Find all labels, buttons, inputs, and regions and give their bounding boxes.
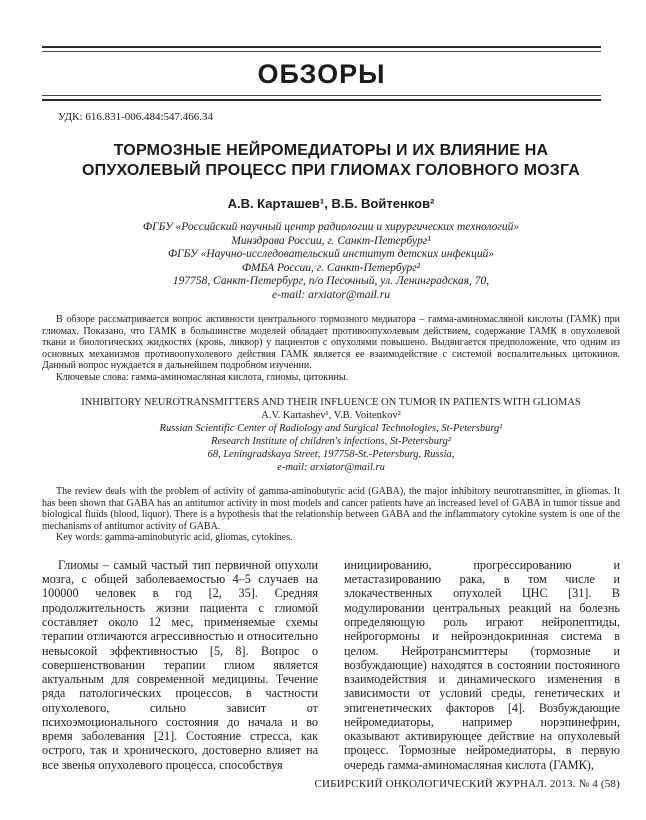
affiliation-ru [42,221,620,302]
double-rule-top [42,46,601,52]
journal-footer: СИБИРСКИЙ ОНКОЛОГИЧЕСКИЙ ЖУРНАЛ. 2013. № 4 (58) [314,777,620,790]
keywords-en: Key words: gamma-aminobutyric acid, gliomas, cytokines. [56,532,293,544]
double-rule-bottom [42,95,601,101]
affiliation-en-line: 68, Leningradskaya Street, 197758-St.-Petersburg, Russia, [207,449,455,461]
authors-ru: А.В. Карташев¹, В.Б. Войтенков² [227,195,435,211]
abstract-en: The review deals with the problem of activity of gamma-aminobutyric acid (GABA), the major inhibitory neurotransmitter, in gliomas. It has been shown that GABA has an antitumor activity in most models and cancer patients have an increased level of GABA in tumor tissue and biological fluids (blood, liquor). There is a hypothesis that the relationship between GABA and the inflammatory cytokine system is one of the mechanisms of antitumor activity of GABA. [42,486,620,532]
article-title-ru: ТОРМОЗНЫЕ НЕЙРОМЕДИАТОРЫ И ИХ ВЛИЯНИЕ НА ОПУХОЛЕВЫЙ ПРОЦЕСС ПРИ ГЛИОМАХ ГОЛОВНОГО МОЗГА [81,142,581,180]
affiliation-en-line: Research Institute of children's infections, St-Petersburg² [211,436,451,448]
abstract-ru: В обзоре рассматривается вопрос активности центрального тормозного медиатора – гамма-аминомасляной кислоты (ГАМК) при глиомах. Показано, что ГАМК в большинстве моделей обладает противоопухолевым действием, содержание ГАМК в опухолевой ткани и биологических жидкостях (кровь, ликвор) у пациентов с опухолями повышено. Выдвигается предположение, что одним из основных механизмов противоопухолевого действия ГАМК является ее взаимодействие с системой воспалительных цитокинов. Данный вопрос нуждается в дальнейшем подробном изучении. [42,314,620,372]
affiliation-ru-email: e-mail: arxiator@mail.ru [272,288,390,301]
body-columns [42,558,620,772]
affiliation-en-line: Russian Scientific Center of Radiology and Surgical Technologies, St-Petersburg¹ [159,423,503,435]
body-column-right: инициированию, прогрессированию и метастазированию рака, в том числе и злокачественных опухолей ЦНС [31]. В модулировании центральных реакций на болезнь определяющую роль играют нейропептиды, нейрогормоны и нейроэндокринная система в целом. Нейротрансмиттеры (тормозные и возбуждающие) находятся в состоянии постоянного взаимодействия и динамического изменения в зависимости от условий среды, генетических и эпигенетических факторов [4]. Возбуждающие нейромедиаторы, например норэпинефрин, оказывают активирующее действие на опухолевый процесс. Тормозные нейромедиаторы, в первую очередь гамма-аминомасляная кислота (ГАМК), [344,557,620,772]
affiliation-ru-line: 197758, Санкт-Петербург, п/о Песочный, ул. Ленинградская, 70, [172,275,490,288]
affiliation-ru-line: ФГБУ «Российский научный центр радиологии и хирургических технологий» [142,220,520,233]
article-title-en: INHIBITORY NEUROTRANSMITTERS AND THEIR INFLUENCE ON TUMOR IN PATIENTS WITH GLIOMAS [81,397,581,409]
keywords-ru: Ключевые слова: гамма-аминомасляная кислота, глиомы, цитокины. [56,371,349,383]
affiliation-ru-line: Минздрава России, г. Санкт-Петербург¹ [231,234,431,247]
english-header-block [42,396,620,474]
affiliation-ru-line: ФГБУ «Научно-исследовательский институт детских инфекций» [167,248,495,261]
affiliation-ru-line: ФМБА России, г. Санкт-Петербург² [241,261,421,274]
body-column-left: Глиомы – самый частый тип первичной опухоли мозга, с общей заболеваемостью 4–5 случаев на 100000 человек в год [2, 35]. Средняя продолжительность жизни пациента с глиомой составляет около 12 мес, применяемые схемы терапии отличаются агрессивностью и относительно невысокой эффективностью [5, 8]. Вопрос о совершенствовании терапии глиом является актуальным для современной медицины. Течение ряда патологических процессов, в частности опухолевого, сильно зависит от психоэмоционального состояния до начала и во время заболевания [21]. Состояние стресса, как острого, так и хронического, достоверно влияет на все звенья опухолевого процесса, способствуя [42,557,318,772]
section-header: ОБЗОРЫ [257,59,386,89]
udk-code: УДК: 616.831-006.484:547.466.34 [58,111,214,123]
authors-en: A.V. Kartashev¹, V.B. Voitenkov² [261,410,401,422]
affiliation-en-email: e-mail: arxiator@mail.ru [277,462,385,474]
